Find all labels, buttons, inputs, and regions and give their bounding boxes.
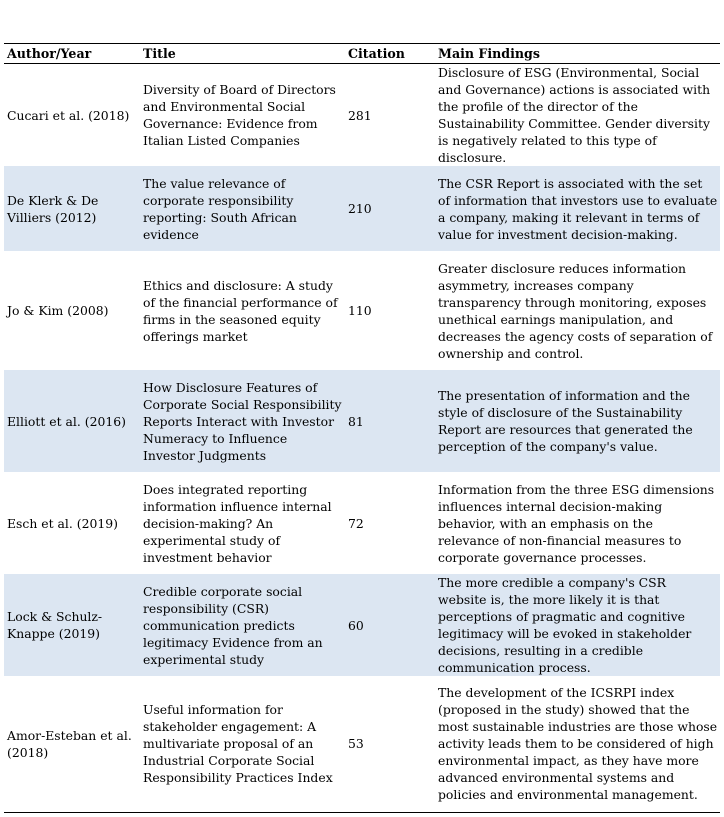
table-header [4, 44, 720, 64]
cell-author: Cucari et al. (2018) [7, 107, 130, 123]
header-main-findings: Main Findings [438, 46, 540, 61]
cell-findings: The CSR Report is associated with the set of information that investors use to evaluate a company, making it relevant in terms of value for investment decision-making. [435, 166, 720, 251]
header-citation: Citation [348, 46, 405, 61]
table-row [4, 472, 720, 574]
cell-findings: Disclosure of ESG (Environmental, Social and Governance) actions is associated with the profile of the director of the Sustainability Committee. Gender diversity is negatively related to this type of disclosure. [438, 65, 711, 165]
cell-author: Amor-Esteban et al. (2018) [7, 727, 132, 760]
cell-author: Elliott et al. (2016) [4, 370, 140, 472]
cell-findings: Information from the three ESG dimensions influences internal decision-making behavior, with an emphasis on the relevance of non-financial measures to corporate governance processes. [438, 481, 715, 565]
cell-citation: 72 [348, 515, 364, 531]
cell-citation: 60 [345, 574, 435, 676]
cell-title: The value relevance of corporate responsibility reporting: South African evidence [140, 166, 345, 251]
table-row [4, 676, 720, 812]
table-row [4, 370, 720, 472]
cell-title: Useful information for stakeholder engagement: A multivariate proposal of an Industrial Corporate Social Responsibility Practices Index [143, 702, 333, 786]
cell-title: Diversity of Board of Directors and Environmental Social Governance: Evidence from Italian Listed Companies [143, 82, 336, 148]
literature-review-table [4, 43, 720, 813]
literature-table-container [4, 43, 720, 813]
table-row [4, 251, 720, 370]
cell-citation: 81 [345, 370, 435, 472]
cell-citation: 210 [345, 166, 435, 251]
cell-author: Jo & Kim (2008) [7, 303, 109, 318]
cell-findings: The development of the ICSRPI index (proposed in the study) showed that the most sustainable industries are those whose activity leads them to be considered of high environmental impact, as they have more advanced environmental systems and policies and environmental management. [438, 685, 718, 803]
cell-title: Credible corporate social responsibility (CSR) communication predicts legitimacy Evidence from an experimental study [140, 574, 345, 676]
table-row [4, 166, 720, 251]
cell-author: Lock & Schulz-Knappe (2019) [4, 574, 140, 676]
table-row [4, 64, 720, 167]
cell-citation: 281 [348, 107, 372, 123]
cell-title: Ethics and disclosure: A study of the financial performance of firms in the seasoned equity offerings market [143, 277, 338, 344]
cell-findings: The more credible a company's CSR website is, the more likely it is that perceptions of pragmatic and cognitive legitimacy will be evoked in stakeholder decisions, resulting in a credible communication process. [435, 574, 720, 676]
cell-title: Does integrated reporting information influence internal decision-making? An experimental study of investment behavior [143, 481, 332, 565]
cell-citation: 110 [348, 303, 372, 318]
cell-findings: Greater disclosure reduces information asymmetry, increases company transparency through monitoring, exposes unethical earnings manipulation, and decreases the agency costs of separation of ownership and control. [438, 260, 713, 361]
cell-author: De Klerk & De Villiers (2012) [4, 166, 140, 251]
cell-findings: The presentation of information and the style of disclosure of the Sustainability Report are resources that generated the perception of the company's value. [435, 370, 720, 472]
cell-citation: 53 [348, 736, 364, 752]
header-author-year: Author/Year [7, 46, 92, 61]
cell-author: Esch et al. (2019) [7, 515, 118, 531]
table-row [4, 574, 720, 676]
header-title: Title [143, 46, 176, 61]
table-body [4, 64, 720, 813]
cell-title: How Disclosure Features of Corporate Social Responsibility Reports Interact with Investor Numeracy to Influence Investor Judgments [140, 370, 345, 472]
header-row [4, 44, 720, 64]
